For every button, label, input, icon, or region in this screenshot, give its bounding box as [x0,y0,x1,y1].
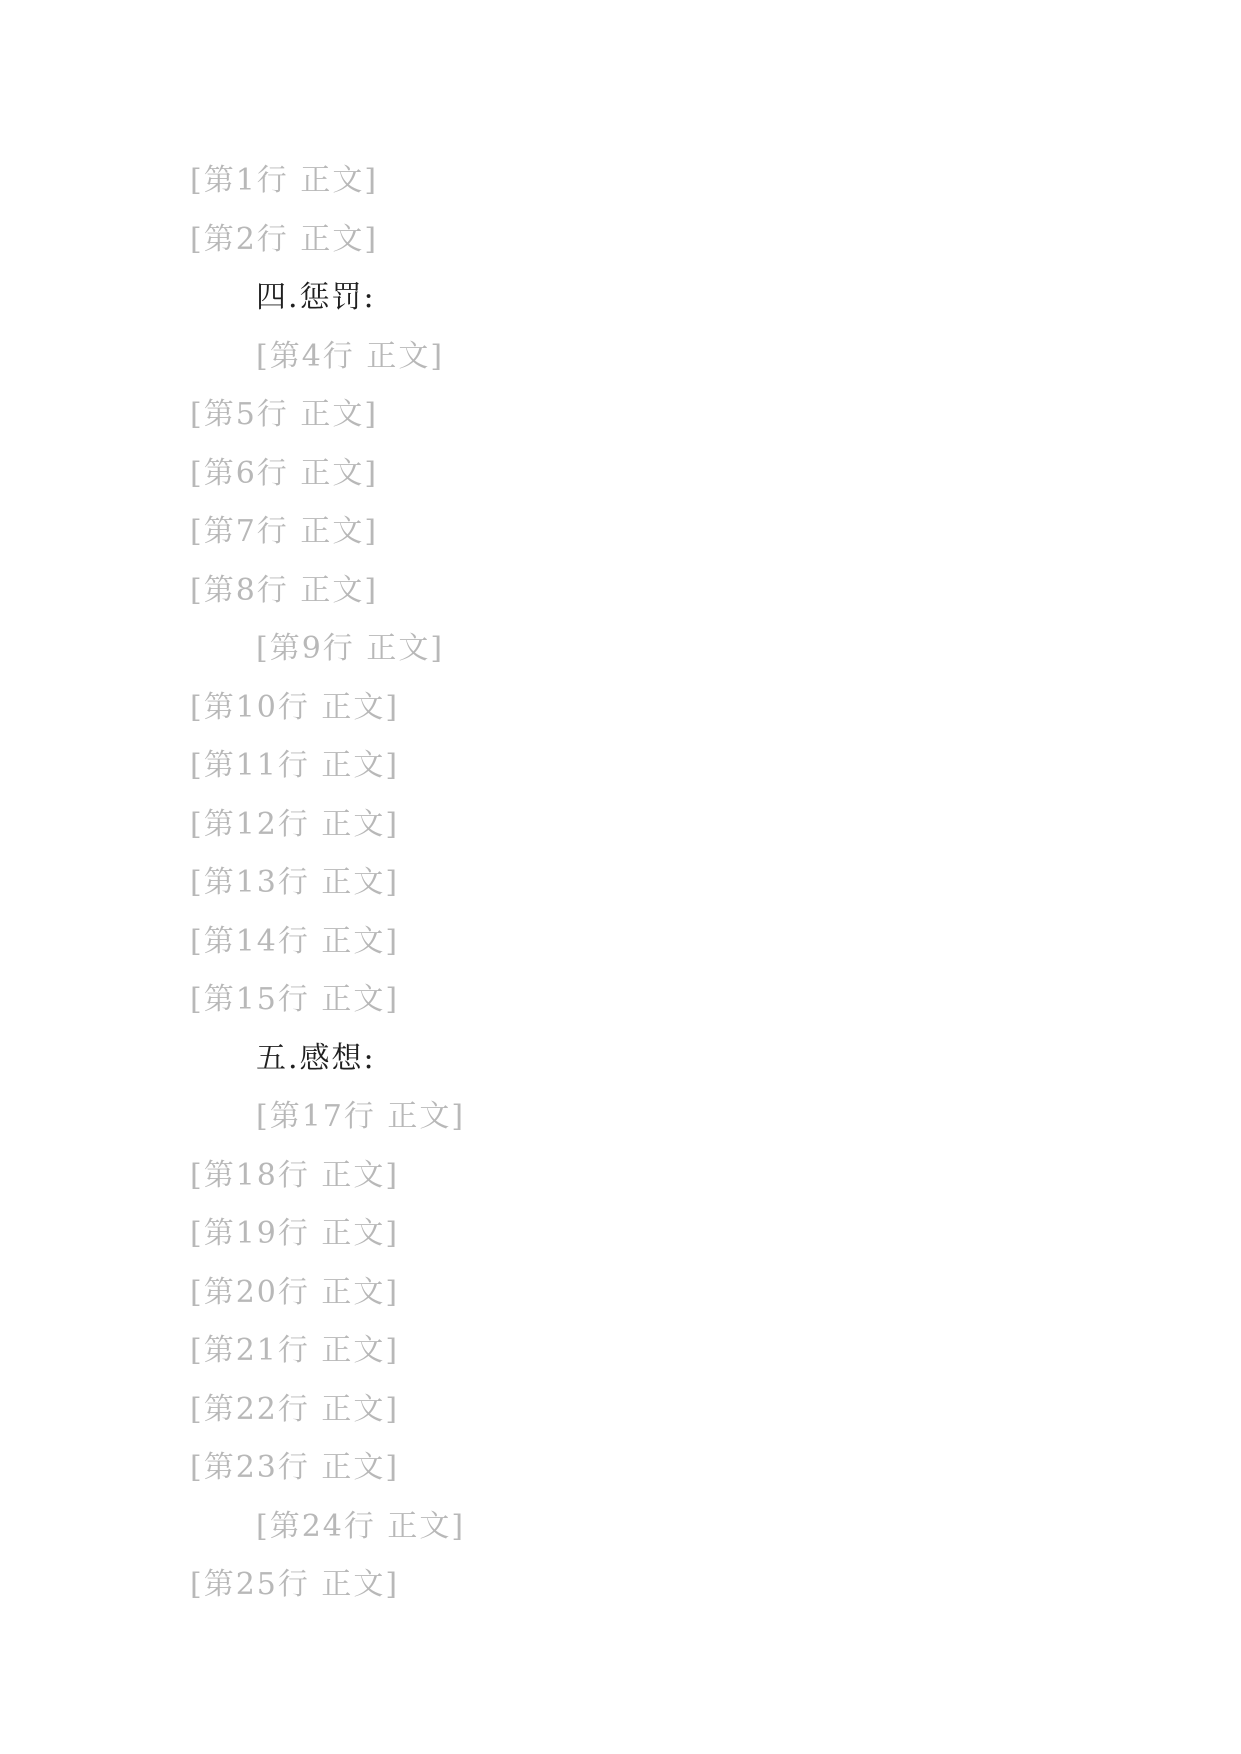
text-line: [第14行 正文] [190,923,400,959]
text-line: [第9行 正文] [256,631,445,666]
text-line: [第11行 正文] [190,748,400,783]
text-line: [第10行 正文] [190,689,400,725]
text-line: [第23行 正文] [190,1450,400,1485]
text-line: [第1行 正文] [190,163,379,198]
text-line: [第25行 正文] [190,1567,400,1602]
text-line: [第6行 正文] [190,455,379,491]
text-line: [第24行 正文] [256,1508,466,1544]
text-line: [第15行 正文] [190,982,400,1017]
text-line: [第18行 正文] [190,1157,400,1193]
section-heading-punishment: 四.惩罚: [256,280,376,315]
section-heading-reflection: 五.感想: [256,1040,376,1076]
text-line: [第13行 正文] [190,865,400,900]
text-line: [第17行 正文] [256,1099,466,1134]
text-line: [第7行 正文] [190,514,379,549]
text-line: [第20行 正文] [190,1274,400,1310]
text-line: [第8行 正文] [190,572,379,608]
text-line: [第5行 正文] [190,397,379,432]
text-line: [第22行 正文] [190,1391,400,1427]
text-line: [第21行 正文] [190,1333,400,1368]
text-line: [第4行 正文] [256,338,445,374]
text-line: [第12行 正文] [190,806,400,842]
text-line: [第2行 正文] [190,221,379,257]
text-line: [第19行 正文] [190,1216,400,1251]
